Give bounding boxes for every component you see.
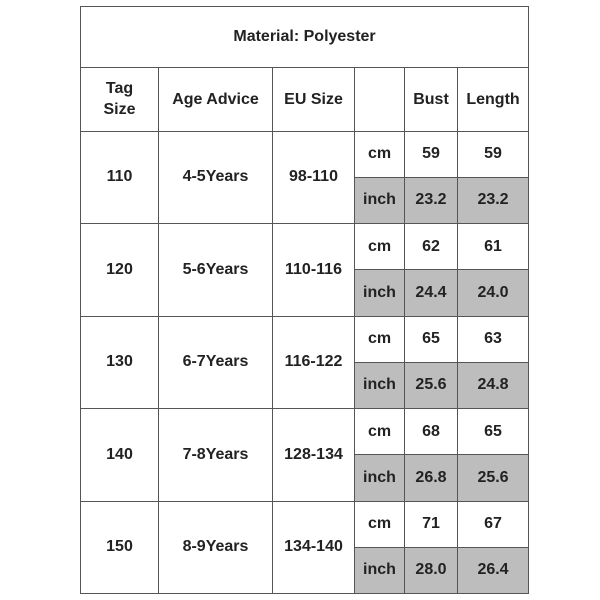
bust-cell: 24.4: [405, 270, 458, 316]
length-cell: 65: [458, 409, 529, 455]
length-cell: 24.8: [458, 362, 529, 408]
unit-cell: cm: [355, 501, 405, 547]
bust-cell: 71: [405, 501, 458, 547]
table-row: [81, 501, 529, 547]
age-advice-cell: 8-9Years: [159, 501, 273, 594]
table-title: Material: Polyester: [81, 7, 529, 68]
length-cell: 63: [458, 316, 529, 362]
bust-cell: 28.0: [405, 547, 458, 593]
eu-size-cell: 128-134: [273, 409, 355, 501]
eu-size-cell: 98-110: [273, 131, 355, 223]
header-bust: Bust: [405, 68, 458, 131]
length-cell: 23.2: [458, 177, 529, 223]
age-advice-cell: 5-6Years: [159, 224, 273, 316]
length-cell: 26.4: [458, 547, 529, 593]
header-length: Length: [458, 68, 529, 131]
eu-size-cell: 134-140: [273, 501, 355, 594]
unit-cell: cm: [355, 224, 405, 270]
bust-cell: 23.2: [405, 177, 458, 223]
table-row: [81, 131, 529, 177]
tag-size-cell: 130: [81, 316, 159, 408]
unit-cell: inch: [355, 362, 405, 408]
table-row: [81, 316, 529, 362]
table-row: [81, 224, 529, 270]
bust-cell: 62: [405, 224, 458, 270]
age-advice-cell: 6-7Years: [159, 316, 273, 408]
unit-cell: inch: [355, 547, 405, 593]
age-advice-cell: 7-8Years: [159, 409, 273, 501]
bust-cell: 25.6: [405, 362, 458, 408]
unit-cell: inch: [355, 455, 405, 501]
age-advice-cell: 4-5Years: [159, 131, 273, 223]
bust-cell: 65: [405, 316, 458, 362]
length-cell: 61: [458, 224, 529, 270]
tag-size-cell: 120: [81, 224, 159, 316]
unit-cell: cm: [355, 409, 405, 455]
eu-size-cell: 110-116: [273, 224, 355, 316]
bust-cell: 59: [405, 131, 458, 177]
header-row: [81, 68, 529, 131]
header-age-advice: Age Advice: [159, 68, 273, 131]
header-unit: [355, 68, 405, 131]
length-cell: 25.6: [458, 455, 529, 501]
header-tag-size: Tag Size: [81, 68, 159, 131]
size-chart: [80, 6, 528, 594]
bust-cell: 68: [405, 409, 458, 455]
unit-cell: cm: [355, 131, 405, 177]
table-row: [81, 409, 529, 455]
unit-cell: inch: [355, 270, 405, 316]
length-cell: 24.0: [458, 270, 529, 316]
eu-size-cell: 116-122: [273, 316, 355, 408]
size-table: [80, 6, 529, 594]
header-eu-size: EU Size: [273, 68, 355, 131]
unit-cell: cm: [355, 316, 405, 362]
tag-size-cell: 110: [81, 131, 159, 223]
tag-size-cell: 140: [81, 409, 159, 501]
unit-cell: inch: [355, 177, 405, 223]
length-cell: 67: [458, 501, 529, 547]
length-cell: 59: [458, 131, 529, 177]
tag-size-cell: 150: [81, 501, 159, 594]
bust-cell: 26.8: [405, 455, 458, 501]
